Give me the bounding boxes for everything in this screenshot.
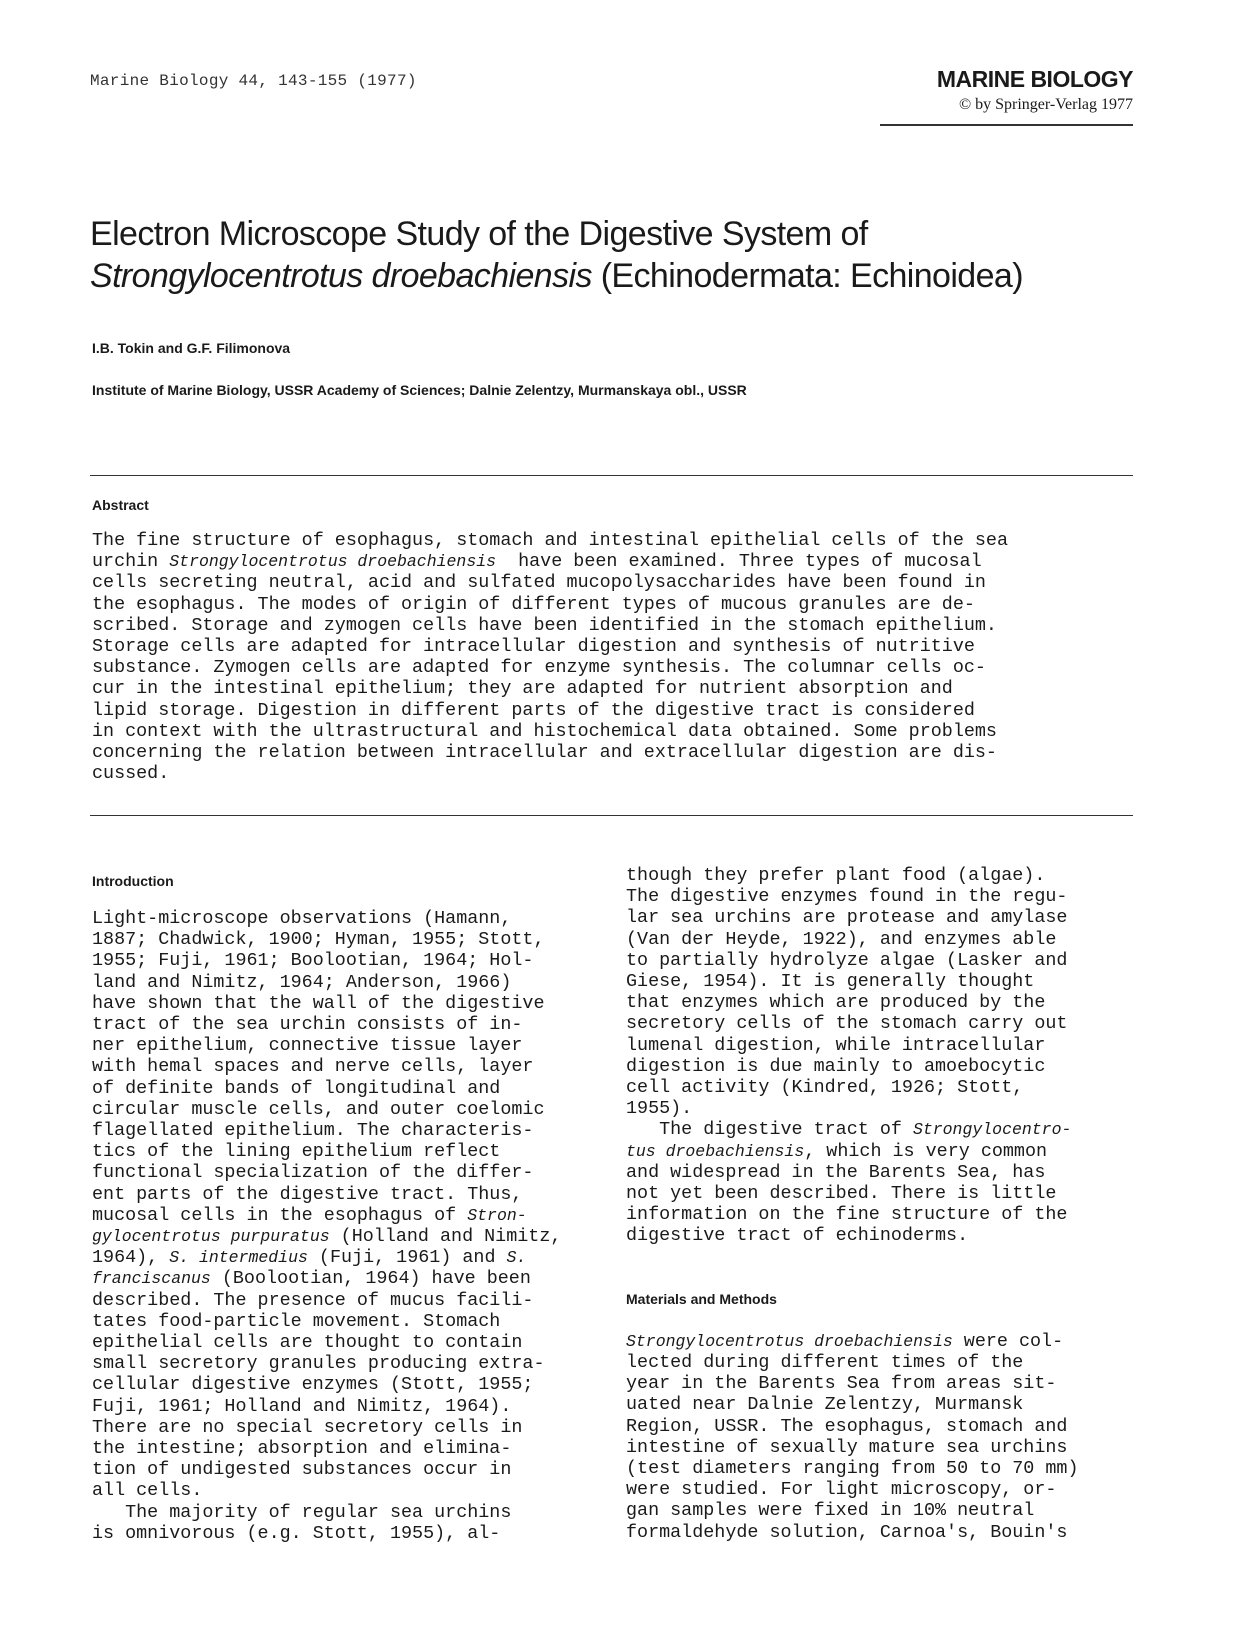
body-line: with hemal spaces and nerve cells, layer — [92, 1056, 534, 1078]
body-line: described. The presence of mucus facili- — [92, 1289, 534, 1311]
abstract-body — [92, 530, 1137, 784]
body-line: Fuji, 1961; Holland and Nimitz, 1964). — [92, 1395, 512, 1417]
body-line: not yet been described. There is little — [626, 1183, 1057, 1205]
body-line: mucosal cells in the esophagus of Stron- — [92, 1204, 527, 1226]
body-line: Giese, 1954). It is generally thought — [626, 971, 1035, 993]
title-line-2 — [90, 255, 1140, 297]
body-line: digestive tract of echinoderms. — [626, 1225, 969, 1247]
authors: I.B. Tokin and G.F. Filimonova — [92, 340, 291, 356]
body-line: though they prefer plant food (algae). — [626, 865, 1046, 886]
left-column — [92, 908, 561, 1544]
body-line: tract of the sea urchin consists of in- — [92, 1014, 523, 1036]
abstract-line: in context with the ultrastructural and histochemical data obtained. Some problems — [92, 720, 997, 742]
body-line: 1955; Fuji, 1961; Boolootian, 1964; Hol- — [92, 950, 534, 972]
body-line: to partially hydrolyze algae (Lasker and — [626, 949, 1068, 971]
abstract-line: urchin Strongylocentrotus droebachiensis have been examined. Three types of mucosal — [92, 551, 982, 573]
body-line: year in the Barents Sea from areas sit- — [626, 1373, 1057, 1395]
body-line: that enzymes which are produced by the — [626, 992, 1046, 1014]
body-line: intestine of sexually mature sea urchins — [626, 1436, 1068, 1458]
title-species: Strongylocentrotus droebachiensis — [90, 257, 592, 295]
abstract-species: Strongylocentrotus droebachiensis — [169, 552, 497, 572]
body-line: lar sea urchins are protease and amylase — [626, 907, 1068, 929]
body-line: tics of the lining epithelium reflect — [92, 1141, 501, 1163]
body-line: tates food-particle movement. Stomach — [92, 1310, 501, 1332]
journal-citation: Marine Biology 44, 143-155 (1977) — [90, 72, 417, 90]
abstract-line: The fine structure of esophagus, stomach and intestinal epithelial cells of the sea — [92, 530, 1009, 551]
body-line: The majority of regular sea urchins — [92, 1501, 512, 1523]
body-line: Light-microscope observations (Hamann, — [92, 908, 512, 929]
abstract-line: scribed. Storage and zymogen cells have been identified in the stomach epithelium. — [92, 614, 997, 636]
introduction-heading: Introduction — [92, 873, 174, 889]
body-line: tus droebachiensis, which is very common — [626, 1140, 1048, 1162]
abstract-line: the esophagus. The modes of origin of different types of mucous granules are de- — [92, 593, 975, 615]
title-line-1: Electron Microscope Study of the Digestive System of — [90, 215, 868, 253]
body-line: digestion is due mainly to amoebocytic — [626, 1055, 1046, 1077]
body-line: tion of undigested substances occur in — [92, 1459, 512, 1481]
body-line: gylocentrotus purpuratus (Holland and Nimitz, — [92, 1226, 562, 1248]
section-spacer — [626, 1247, 1078, 1289]
body-line: 1887; Chadwick, 1900; Hyman, 1955; Stott, — [92, 929, 545, 951]
body-line: lected during different times of the — [626, 1352, 1024, 1374]
body-line: lumenal digestion, while intracellular — [626, 1034, 1046, 1056]
body-line: secretory cells of the stomach carry out — [626, 1013, 1068, 1035]
body-line: functional specialization of the differ- — [92, 1162, 534, 1184]
body-line: is omnivorous (e.g. Stott, 1955), al- — [92, 1522, 501, 1544]
title-line-2-rest: (Echinodermata: Echinoidea) — [591, 257, 1023, 295]
body-line: franciscanus (Boolootian, 1964) have been — [92, 1268, 531, 1290]
body-line: Region, USSR. The esophagus, stomach and — [626, 1415, 1068, 1437]
body-line: epithelial cells are thought to contain — [92, 1332, 523, 1354]
body-line: 1955). — [626, 1098, 693, 1120]
body-line: 1964), S. intermedius (Fuji, 1961) and S. — [92, 1247, 527, 1269]
body-line: The digestive tract of Strongylocentro- — [626, 1119, 1072, 1141]
methods-heading: Materials and Methods — [626, 1290, 777, 1307]
body-line: have shown that the wall of the digestive — [92, 992, 545, 1014]
body-line: information on the fine structure of the — [626, 1204, 1068, 1226]
body-line: all cells. — [92, 1480, 203, 1502]
right-column — [626, 865, 1078, 1543]
body-line: the intestine; absorption and elimina- — [92, 1438, 512, 1460]
abstract-line: cur in the intestinal epithelium; they are adapted for nutrient absorption and — [92, 678, 953, 700]
body-line: (test diameters ranging from 50 to 70 mm) — [626, 1458, 1079, 1480]
affiliation: Institute of Marine Biology, USSR Academy of Sciences; Dalnie Zelentzy, Murmanskaya obl., USSR — [92, 382, 747, 398]
body-line: and widespread in the Barents Sea, has — [626, 1161, 1046, 1183]
body-line: flagellated epithelium. The characteris- — [92, 1120, 534, 1142]
body-line: were studied. For light microscopy, or- — [626, 1479, 1057, 1501]
abstract-line: concerning the relation between intracellular and extracellular digestion are dis- — [92, 742, 997, 764]
body-line: land and Nimitz, 1964; Anderson, 1966) — [92, 971, 512, 993]
body-line: Strongylocentrotus droebachiensis were col- — [626, 1330, 1064, 1352]
body-line: uated near Dalnie Zelentzy, Murmansk — [626, 1394, 1024, 1416]
body-line: The digestive enzymes found in the regu- — [626, 886, 1068, 908]
abstract-heading: Abstract — [92, 497, 149, 513]
body-line: circular muscle cells, and outer coelomic — [92, 1098, 545, 1120]
body-line: ner epithelium, connective tissue layer — [92, 1035, 523, 1057]
journal-name: MARINE BIOLOGY — [936, 66, 1133, 92]
abstract-line: substance. Zymogen cells are adapted for enzyme synthesis. The columnar cells oc- — [92, 657, 986, 679]
section-spacer — [626, 1310, 1078, 1331]
abstract-line: Storage cells are adapted for intracellular digestion and synthesis of nutritive — [92, 636, 975, 658]
body-line: small secretory granules producing extra- — [92, 1353, 545, 1375]
body-line: cellular digestive enzymes (Stott, 1955; — [92, 1374, 534, 1396]
abstract-line: cussed. — [92, 763, 170, 785]
body-line: gan samples were fixed in 10% neutral — [626, 1500, 1035, 1522]
abstract-line: cells secreting neutral, acid and sulfated mucopolysaccharides have been found in — [92, 572, 986, 594]
abstract-top-rule — [90, 475, 1133, 476]
copyright-notice: © by Springer-Verlag 1977 — [958, 96, 1133, 113]
body-line: of definite bands of longitudinal and — [92, 1077, 501, 1099]
body-line: cell activity (Kindred, 1926; Stott, — [626, 1077, 1024, 1099]
body-line: (Van der Heyde, 1922), and enzymes able — [626, 928, 1057, 950]
abstract-bottom-rule — [90, 815, 1133, 816]
body-line: formaldehyde solution, Carnoa's, Bouin's — [626, 1521, 1068, 1543]
article-title — [90, 213, 1140, 297]
body-line: There are no special secretory cells in — [92, 1416, 523, 1438]
header-divider — [880, 124, 1133, 126]
body-line: ent parts of the digestive tract. Thus, — [92, 1183, 523, 1205]
abstract-line: lipid storage. Digestion in different parts of the digestive tract is considered — [92, 699, 975, 721]
